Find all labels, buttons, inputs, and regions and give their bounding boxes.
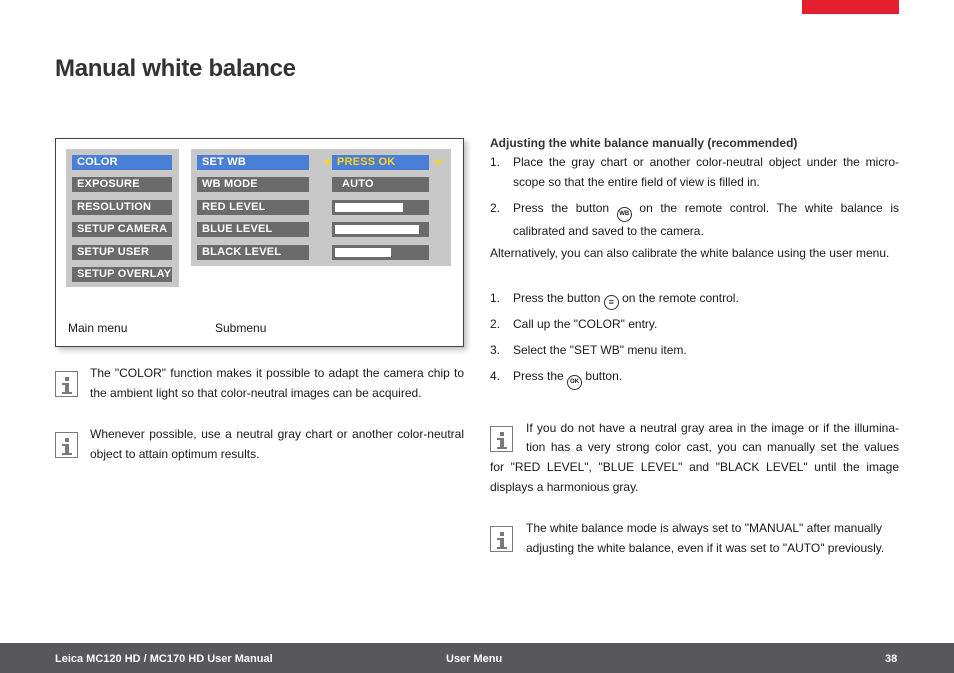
- page-title: Manual white balance: [55, 55, 296, 82]
- step-number: 2.: [490, 317, 501, 331]
- submenu-item-black-level: BLACK LEVEL: [197, 245, 309, 260]
- submenu-item-wb-mode: WB MODE: [197, 177, 309, 192]
- manual-levels-note-rest: for "RED LEVEL", "BLUE LEVEL" and "BLACK LEVEL" until the image displays a harmonious gray.: [490, 460, 899, 494]
- step-number: 3.: [490, 343, 501, 357]
- step-text: Press the OK button.: [513, 367, 899, 390]
- menu-figure: [55, 138, 464, 347]
- manual-levels-note-line1: If you do not have a neutral gray area in the image or if the illumina-: [526, 421, 899, 435]
- alternative-text: Alternatively, you can also calibrate the white balance using the user menu.: [490, 246, 890, 260]
- chapter-marker: [802, 0, 899, 14]
- wb-mode-value: AUTO: [332, 177, 429, 192]
- main-menu-caption: Main menu: [68, 321, 128, 335]
- step-number: 1.: [490, 291, 501, 305]
- press-ok-value: PRESS OK: [332, 155, 429, 170]
- main-menu-item-setup-user: SETUP USER: [72, 245, 172, 260]
- info-icon: [55, 371, 78, 397]
- page-number: 38: [885, 653, 898, 665]
- menu-button-icon: ≡: [604, 295, 619, 310]
- ok-button-icon: OK: [567, 375, 582, 390]
- submenu-panel: [191, 149, 451, 266]
- right-arrow-icon: ►: [434, 156, 445, 168]
- main-menu-item-setup-overlay: SETUP OVERLAY: [72, 267, 172, 282]
- page-footer: [0, 643, 954, 673]
- step-text: Press the button WB on the remote control. The white balance is calibrated and saved to the camera.: [513, 201, 899, 238]
- manual-levels-note-line2: tion has a very strong color cast, you can manually set the values: [526, 440, 899, 454]
- black-level-slider: [332, 245, 429, 260]
- footer-manual-title: Leica MC120 HD / MC170 HD User Manual: [55, 653, 273, 665]
- step-text: Press the button ≡ on the remote control.: [513, 289, 899, 310]
- red-level-slider: [332, 200, 429, 215]
- main-menu-item-resolution: RESOLUTION: [72, 200, 172, 215]
- main-menu-item-color: COLOR: [72, 155, 172, 170]
- color-function-note: The "COLOR" function makes it possible to adapt the camera chip to the ambient light so that color-neutral images can be acquired.: [90, 366, 464, 400]
- blue-level-bar: [335, 225, 419, 234]
- step-text: Select the "SET WB" menu item.: [513, 343, 687, 357]
- submenu-caption: Submenu: [215, 321, 267, 335]
- info-icon: [490, 526, 513, 552]
- step-text: Place the gray chart or another color-neutral object under the micro-scope so that the entire field of view is filled in.: [513, 155, 899, 189]
- main-menu-item-exposure: EXPOSURE: [72, 177, 172, 192]
- step-number: 2.: [490, 201, 501, 215]
- blue-level-slider: [332, 222, 429, 237]
- section-heading: Adjusting the white balance manually (recommended): [490, 136, 798, 150]
- step-text: Call up the "COLOR" entry.: [513, 317, 658, 331]
- wb-mode-note: The white balance mode is always set to "MANUAL" after manually adjusting the white balance, even if it was set to "AUTO" previously.: [526, 521, 885, 555]
- submenu-item-blue-level: BLUE LEVEL: [197, 222, 309, 237]
- left-arrow-icon: ◄: [321, 156, 332, 168]
- main-menu-panel: [66, 149, 179, 287]
- gray-chart-note: Whenever possible, use a neutral gray chart or another color-neutral object to attain optimum results.: [90, 427, 464, 461]
- step-number: 1.: [490, 155, 501, 169]
- footer-section: User Menu: [446, 653, 503, 665]
- submenu-item-set-wb: SET WB: [197, 155, 309, 170]
- wb-button-icon: WB: [617, 207, 632, 222]
- main-menu-item-setup-camera: SETUP CAMERA: [72, 222, 172, 237]
- info-icon: [490, 426, 513, 452]
- red-level-bar: [335, 203, 403, 212]
- black-level-bar: [335, 248, 391, 257]
- info-icon: [55, 432, 78, 458]
- step-number: 4.: [490, 369, 501, 383]
- submenu-item-red-level: RED LEVEL: [197, 200, 309, 215]
